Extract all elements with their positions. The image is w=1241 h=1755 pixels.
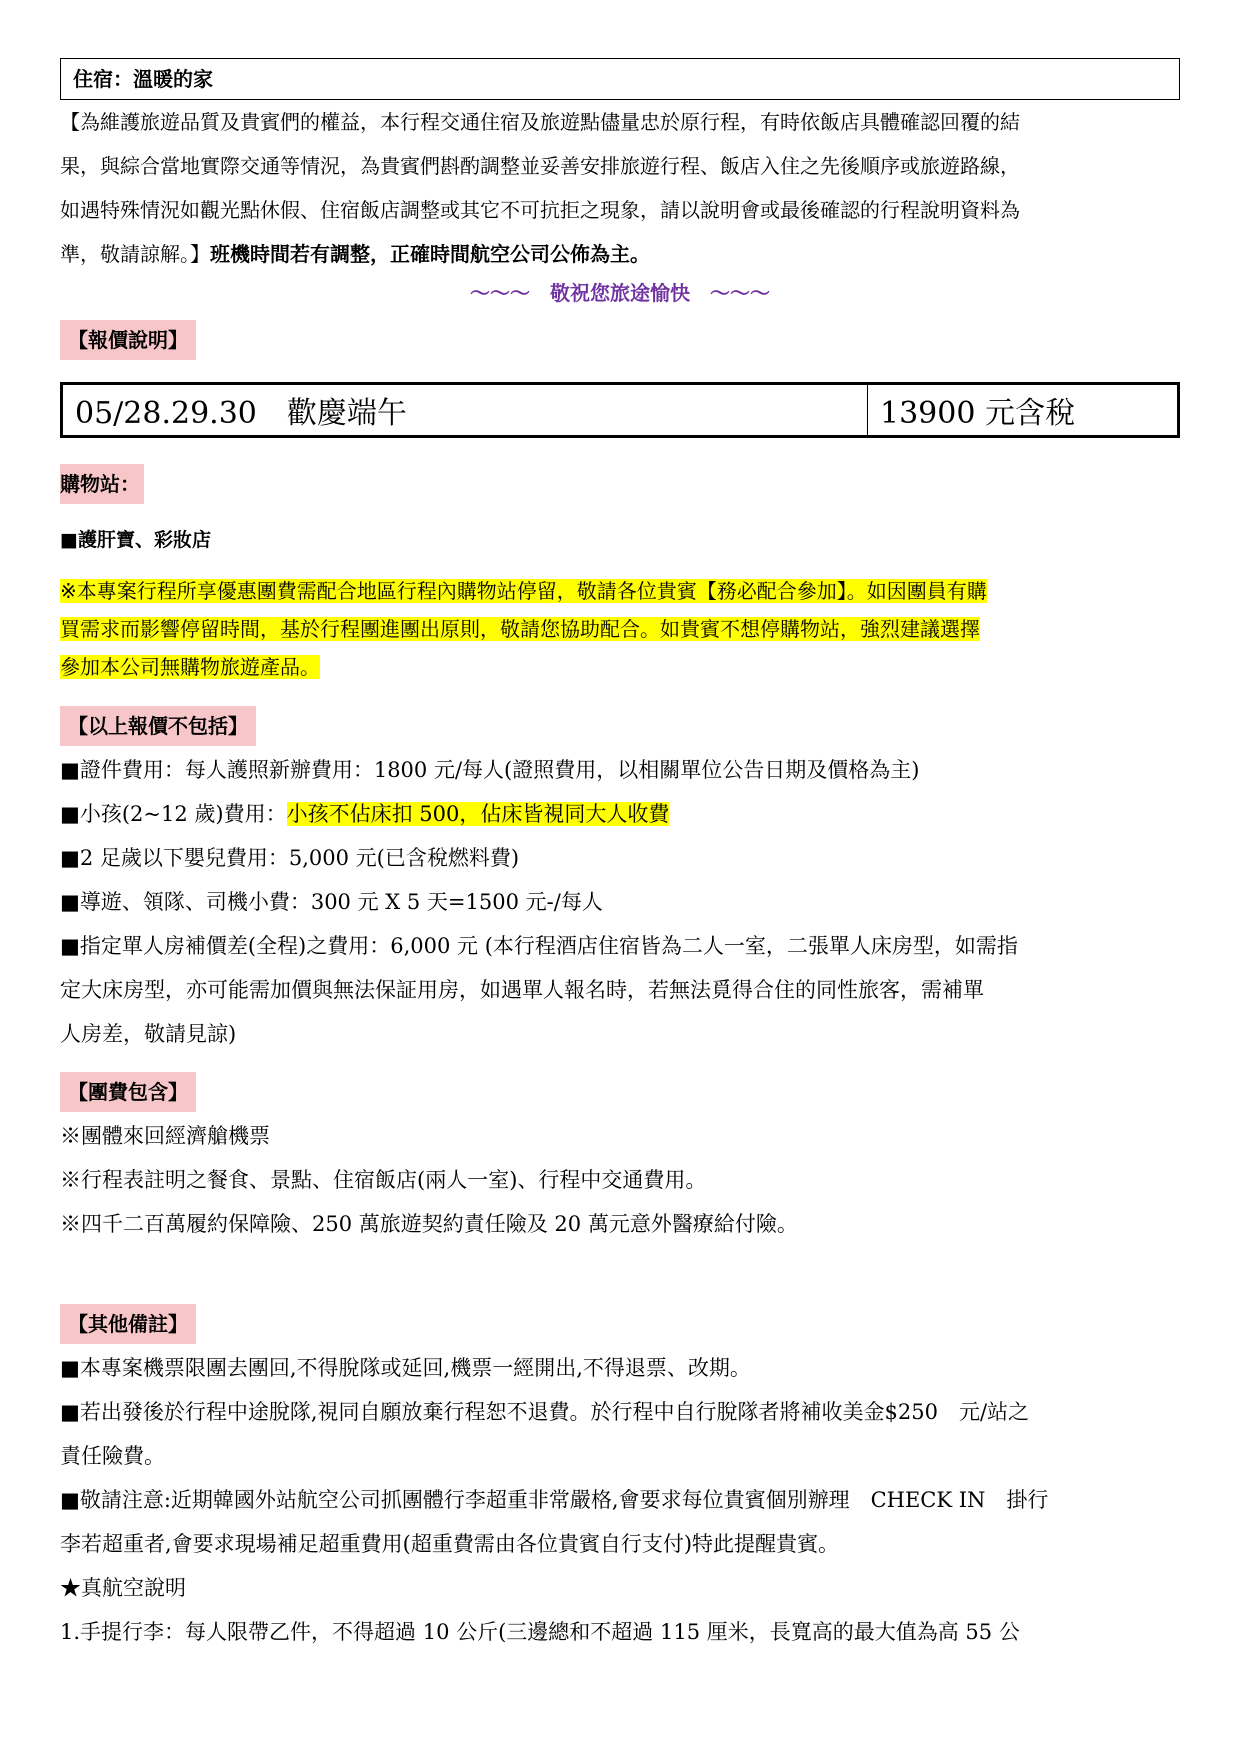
flight-time-note: 班機時間若有調整，正確時間航空公司公佈為主。 xyxy=(210,242,650,266)
other-label: 【其他備註】 xyxy=(60,1304,196,1344)
excluded-item: ■證件費用：每人護照新辦費用：1800 元/每人(證照費用，以相關單位公告日期及價格為主) xyxy=(60,758,920,782)
other-item: ■敬請注意:近期韓國外站航空公司抓團體行李超重非常嚴格,會要求每位貴賓個別辦理 CHECK IN 掛行 xyxy=(60,1488,1049,1512)
notice-line: 果，與綜合當地實際交通等情況，為貴賓們斟酌調整並妥善安排旅遊行程、飯店入住之先後順序或旅遊路線， xyxy=(60,154,1020,178)
price-section-label: 【報價說明】 xyxy=(60,320,196,360)
notice-line: 如遇特殊情況如觀光點休假、住宿飯店調整或其它不可抗拒之現象，請以說明會或最後確認的行程說明資料為 xyxy=(60,198,1020,222)
excluded-item xyxy=(60,792,1180,836)
excluded-item: ■指定單人房補價差(全程)之費用：6,000 元 (本行程酒店住宿皆為二人一室，二張單人床房型，如需指 xyxy=(60,934,1018,958)
tour-price: 13900 元含稅 xyxy=(868,384,1179,437)
included-item: ※四千二百萬履約保障險、250 萬旅遊契約責任險及 20 萬元意外醫療給付險。 xyxy=(60,1212,798,1236)
shopping-note xyxy=(60,572,1180,686)
excluded-item-cont: 人房差，敬請見諒) xyxy=(60,1022,237,1046)
excluded-item: ■導遊、領隊、司機小費：300 元 X 5 天=1500 元-/每人 xyxy=(60,890,603,914)
notice-line xyxy=(60,232,1180,276)
notice-line: 【為維護旅遊品質及貴賓們的權益，本行程交通住宿及旅遊點儘量忠於原行程，有時依飯店具體確認回覆的結 xyxy=(60,110,1020,134)
other-item-cont: 責任險費。 xyxy=(60,1444,165,1468)
shopping-note-line: 參加本公司無購物旅遊產品。 xyxy=(60,655,320,679)
other-list xyxy=(60,1346,1180,1654)
excluded-item-cont: 定大床房型，亦可能需加價與無法保証用房，如遇單人報名時，若無法覓得合住的同性旅客，需補單 xyxy=(60,978,984,1002)
shopping-note-line: 買需求而影響停留時間，基於行程團進團出原則，敬請您協助配合。如貴賓不想停購物站，強烈建議選擇 xyxy=(60,617,980,641)
itinerary-page xyxy=(60,58,1180,1654)
excluded-list xyxy=(60,748,1180,1056)
notice-block xyxy=(60,100,1180,276)
included-list xyxy=(60,1114,1180,1246)
other-item: ■若出發後於行程中途脫隊,視同自願放棄行程恕不退費。於行程中自行脫隊者將補收美金$250 元/站之 xyxy=(60,1400,1030,1424)
shopping-note-line: ※本專案行程所享優惠團費需配合地區行程內購物站停留，敬請各位貴賓【務必配合參加】。如因團員有購 xyxy=(60,579,987,603)
lodging-text: 住宿：溫暖的家 xyxy=(73,67,213,91)
airline-title: ★真航空說明 xyxy=(60,1576,186,1600)
excluded-child-highlight: 小孩不佔床扣 500，佔床皆視同大人收費 xyxy=(286,802,670,826)
price-table xyxy=(60,382,1180,438)
excluded-label: 【以上報價不包括】 xyxy=(60,706,256,746)
blessing: ～～～ 敬祝您旅途愉快 ～～～ xyxy=(470,281,770,305)
other-item-cont: 李若超重者,會要求現場補足超重費用(超重費需由各位貴賓自行支付)特此提醒貴賓。 xyxy=(60,1532,840,1556)
notice-text: 準，敬請諒解。】 xyxy=(60,242,210,266)
shopping-label: 購物站： xyxy=(60,464,144,504)
shopping-stores: ■護肝寶、彩妝店 xyxy=(60,529,211,551)
included-item: ※團體來回經濟艙機票 xyxy=(60,1124,270,1148)
excluded-item: ■2 足歲以下嬰兒費用：5,000 元(已含稅燃料費) xyxy=(60,846,520,870)
tour-date-title: 05/28.29.30 歡慶端午 xyxy=(62,384,868,437)
included-item: ※行程表註明之餐食、景點、住宿飯店(兩人一室)、行程中交通費用。 xyxy=(60,1168,707,1192)
carryon-rule: 1.手提行李：每人限帶乙件，不得超過 10 公斤(三邊總和不超過 115 厘米，長寬高的最大值為高 55 公 xyxy=(60,1620,1020,1644)
lodging-box xyxy=(60,58,1180,100)
included-label: 【團費包含】 xyxy=(60,1072,196,1112)
other-item: ■本專案機票限團去團回,不得脫隊或延回,機票一經開出,不得退票、改期。 xyxy=(60,1356,751,1380)
excluded-child-prefix: ■小孩(2~12 歲)費用： xyxy=(60,802,287,826)
